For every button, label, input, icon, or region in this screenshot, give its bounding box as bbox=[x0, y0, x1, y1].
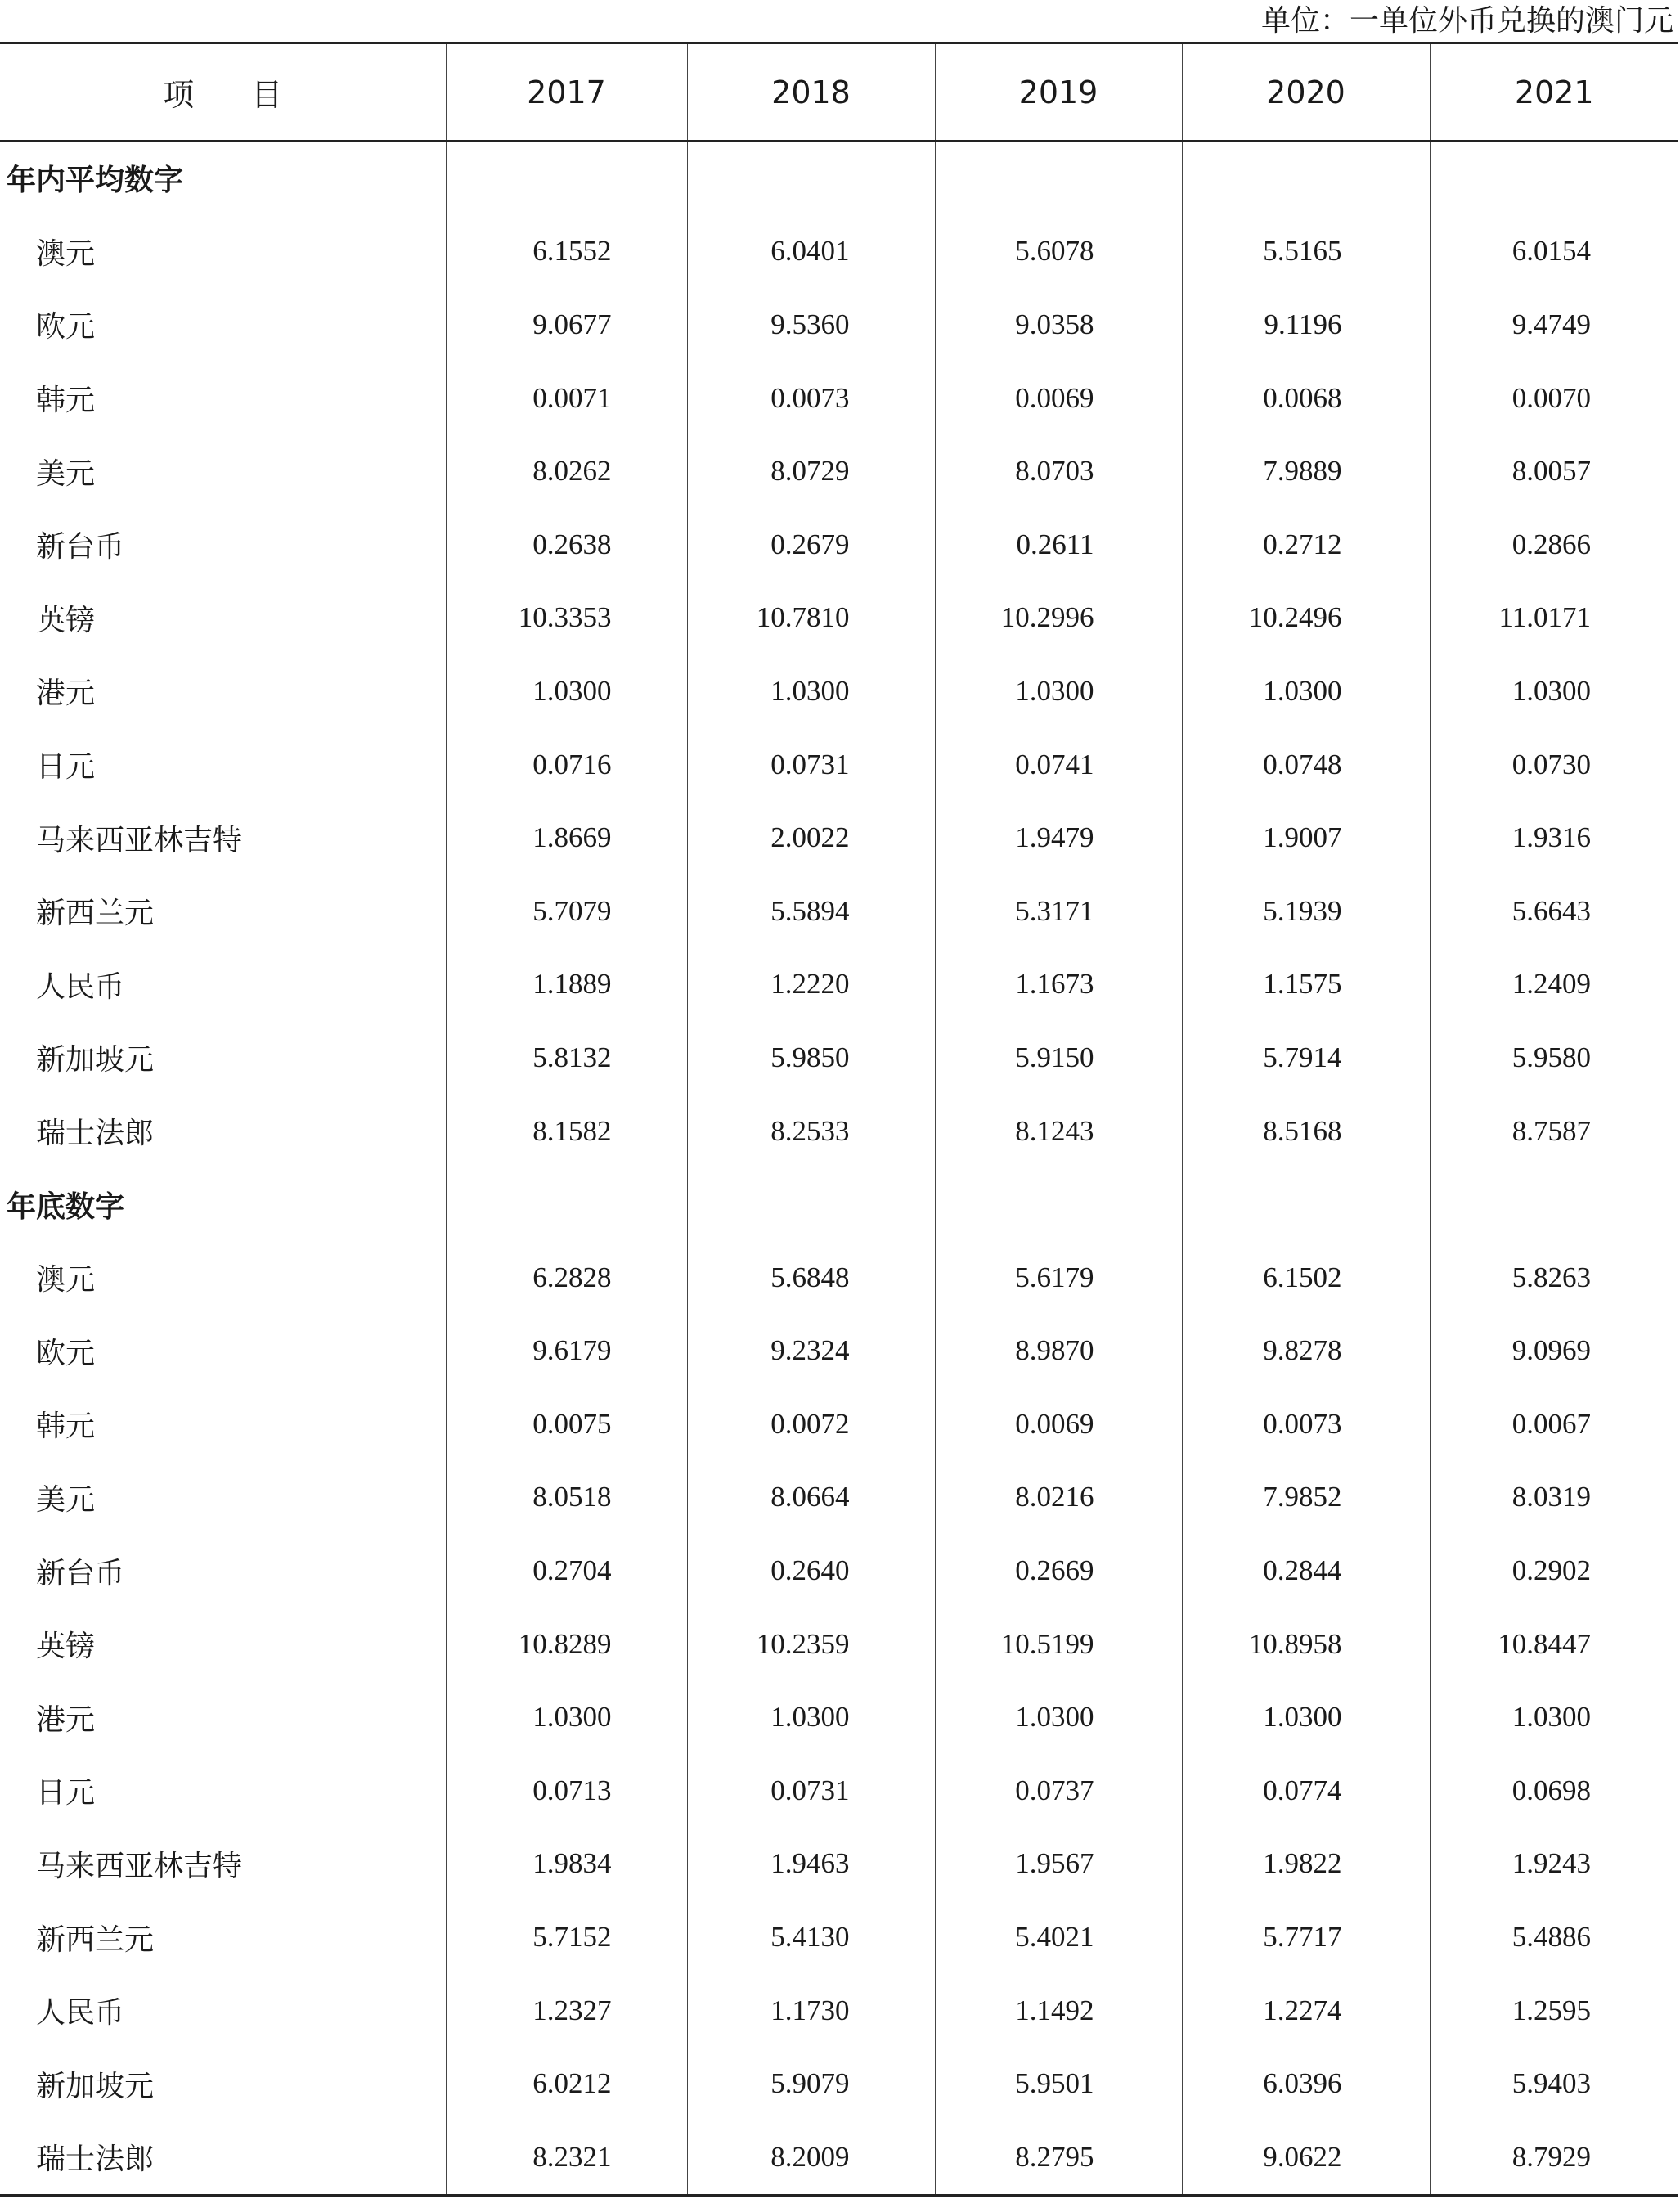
rate-value: 6.1502 bbox=[1182, 1241, 1430, 1315]
rate-value: 0.2669 bbox=[935, 1534, 1182, 1608]
rate-value: 1.0300 bbox=[1182, 654, 1430, 728]
empty-cell bbox=[1430, 1167, 1678, 1241]
rate-value: 1.2327 bbox=[446, 1974, 687, 2048]
rate-value: 5.7152 bbox=[446, 1900, 687, 1974]
column-header-item-right: 目 bbox=[251, 77, 283, 113]
rate-value: 7.9889 bbox=[1182, 434, 1430, 508]
currency-label: 欧元 bbox=[36, 1336, 96, 1370]
table-row bbox=[0, 1461, 1678, 1535]
rate-value: 0.0073 bbox=[1182, 1387, 1430, 1461]
rate-value: 9.1196 bbox=[1182, 288, 1430, 362]
rate-value: 0.0069 bbox=[935, 1387, 1182, 1461]
rate-value: 1.9822 bbox=[1182, 1828, 1430, 1901]
rate-value: 10.2996 bbox=[935, 582, 1182, 655]
rate-value: 1.1575 bbox=[1182, 948, 1430, 1022]
rate-value: 0.0737 bbox=[935, 1754, 1182, 1828]
rate-value: 10.2496 bbox=[1182, 582, 1430, 655]
currency-label: 瑞士法郎 bbox=[36, 2143, 155, 2177]
rate-value: 1.9567 bbox=[935, 1828, 1182, 1901]
rate-value: 5.9403 bbox=[1430, 2047, 1678, 2120]
rate-value: 5.3171 bbox=[935, 875, 1182, 948]
rate-value: 5.1939 bbox=[1182, 875, 1430, 948]
currency-label: 新加坡元 bbox=[36, 2069, 155, 2103]
rate-value: 0.2640 bbox=[687, 1534, 935, 1608]
rate-value: 2.0022 bbox=[687, 801, 935, 875]
section-row bbox=[0, 141, 1678, 215]
unit-note: 单位：一单位外币兑换的澳门元 bbox=[1260, 4, 1673, 38]
currency-label: 马来西亚林吉特 bbox=[36, 1849, 243, 1883]
rate-value: 1.9479 bbox=[935, 801, 1182, 875]
rate-value: 0.2611 bbox=[935, 508, 1182, 582]
currency-label: 港元 bbox=[36, 1702, 96, 1737]
rate-value: 8.0319 bbox=[1430, 1461, 1678, 1535]
rate-value: 5.9580 bbox=[1430, 1021, 1678, 1095]
rate-value: 0.0070 bbox=[1430, 362, 1678, 435]
table-row bbox=[0, 1754, 1678, 1828]
empty-cell bbox=[935, 141, 1182, 215]
rate-value: 0.0713 bbox=[446, 1754, 687, 1828]
section-row bbox=[0, 1167, 1678, 1241]
rate-value: 5.9850 bbox=[687, 1021, 935, 1095]
rate-value: 5.9150 bbox=[935, 1021, 1182, 1095]
rate-value: 1.0300 bbox=[1182, 1680, 1430, 1754]
rate-value: 5.4130 bbox=[687, 1900, 935, 1974]
header-row bbox=[0, 43, 1678, 142]
rate-value: 5.6078 bbox=[935, 215, 1182, 289]
table-row bbox=[0, 1534, 1678, 1608]
rate-value: 10.5199 bbox=[935, 1608, 1182, 1681]
column-header-year: 2018 bbox=[687, 43, 935, 142]
rate-value: 5.9079 bbox=[687, 2047, 935, 2120]
rate-value: 0.2866 bbox=[1430, 508, 1678, 582]
empty-cell bbox=[687, 141, 935, 215]
rate-value: 0.2712 bbox=[1182, 508, 1430, 582]
currency-label: 欧元 bbox=[36, 310, 96, 344]
rate-value: 0.0072 bbox=[687, 1387, 935, 1461]
rate-value: 1.9243 bbox=[1430, 1828, 1678, 1901]
currency-label: 新加坡元 bbox=[36, 1043, 155, 1077]
currency-label: 日元 bbox=[36, 750, 96, 785]
rate-value: 0.0073 bbox=[687, 362, 935, 435]
rate-value: 5.4886 bbox=[1430, 1900, 1678, 1974]
table-row bbox=[0, 1241, 1678, 1315]
table-row bbox=[0, 875, 1678, 948]
rate-value: 8.7587 bbox=[1430, 1095, 1678, 1168]
table-row bbox=[0, 948, 1678, 1022]
currency-label: 韩元 bbox=[36, 384, 96, 418]
rate-value: 9.4749 bbox=[1430, 288, 1678, 362]
rate-value: 1.1889 bbox=[446, 948, 687, 1022]
column-header-year: 2017 bbox=[446, 43, 687, 142]
rate-value: 5.6179 bbox=[935, 1241, 1182, 1315]
currency-label: 港元 bbox=[36, 677, 96, 711]
rate-value: 11.0171 bbox=[1430, 582, 1678, 655]
rate-value: 8.2009 bbox=[687, 2120, 935, 2195]
table-row bbox=[0, 508, 1678, 582]
empty-cell bbox=[1182, 141, 1430, 215]
empty-cell bbox=[446, 1167, 687, 1241]
rate-value: 0.2638 bbox=[446, 508, 687, 582]
empty-cell bbox=[446, 141, 687, 215]
rate-value: 0.0731 bbox=[687, 1754, 935, 1828]
rate-value: 0.0071 bbox=[446, 362, 687, 435]
rate-value: 10.8289 bbox=[446, 1608, 687, 1681]
currency-label: 澳元 bbox=[36, 236, 96, 271]
rate-value: 6.0154 bbox=[1430, 215, 1678, 289]
table-row bbox=[0, 1315, 1678, 1388]
rate-value: 9.5360 bbox=[687, 288, 935, 362]
rate-value: 0.2679 bbox=[687, 508, 935, 582]
rate-value: 8.0518 bbox=[446, 1461, 687, 1535]
rate-value: 8.2795 bbox=[935, 2120, 1182, 2195]
rate-value: 6.0212 bbox=[446, 2047, 687, 2120]
rate-value: 1.0300 bbox=[1430, 654, 1678, 728]
rate-value: 0.0731 bbox=[687, 728, 935, 802]
rate-value: 8.7929 bbox=[1430, 2120, 1678, 2195]
rate-value: 9.2324 bbox=[687, 1315, 935, 1388]
table-row bbox=[0, 215, 1678, 289]
column-header-year: 2021 bbox=[1430, 43, 1678, 142]
rate-value: 1.0300 bbox=[935, 1680, 1182, 1754]
rate-value: 6.1552 bbox=[446, 215, 687, 289]
table-row bbox=[0, 582, 1678, 655]
rate-value: 1.2220 bbox=[687, 948, 935, 1022]
currency-label: 英镑 bbox=[36, 603, 96, 637]
column-header-item bbox=[0, 43, 446, 142]
rate-value: 0.0774 bbox=[1182, 1754, 1430, 1828]
rate-value: 1.0300 bbox=[935, 654, 1182, 728]
rate-value: 5.5894 bbox=[687, 875, 935, 948]
currency-label: 韩元 bbox=[36, 1410, 96, 1444]
currency-label: 马来西亚林吉特 bbox=[36, 823, 243, 857]
table-row bbox=[0, 288, 1678, 362]
rate-value: 0.0698 bbox=[1430, 1754, 1678, 1828]
rate-value: 1.0300 bbox=[446, 654, 687, 728]
rate-value: 5.9501 bbox=[935, 2047, 1182, 2120]
currency-label: 瑞士法郎 bbox=[36, 1117, 155, 1151]
rate-value: 6.2828 bbox=[446, 1241, 687, 1315]
rate-value: 8.1243 bbox=[935, 1095, 1182, 1168]
column-header-year: 2019 bbox=[935, 43, 1182, 142]
table-row bbox=[0, 1608, 1678, 1681]
rate-value: 1.0300 bbox=[687, 1680, 935, 1754]
rate-value: 5.7079 bbox=[446, 875, 687, 948]
rate-value: 10.8447 bbox=[1430, 1608, 1678, 1681]
rate-value: 5.6848 bbox=[687, 1241, 935, 1315]
rate-value: 1.1492 bbox=[935, 1974, 1182, 2048]
currency-label: 新西兰元 bbox=[36, 897, 155, 931]
rate-value: 8.0729 bbox=[687, 434, 935, 508]
table-row bbox=[0, 801, 1678, 875]
rate-value: 0.0748 bbox=[1182, 728, 1430, 802]
rate-value: 8.0057 bbox=[1430, 434, 1678, 508]
rate-value: 1.1673 bbox=[935, 948, 1182, 1022]
rate-value: 1.0300 bbox=[1430, 1680, 1678, 1754]
rate-value: 9.6179 bbox=[446, 1315, 687, 1388]
rate-value: 0.0716 bbox=[446, 728, 687, 802]
rate-value: 1.9007 bbox=[1182, 801, 1430, 875]
currency-label: 新台币 bbox=[36, 530, 125, 564]
rate-value: 5.7914 bbox=[1182, 1021, 1430, 1095]
rate-value: 0.0741 bbox=[935, 728, 1182, 802]
rate-value: 1.9834 bbox=[446, 1828, 687, 1901]
currency-label: 英镑 bbox=[36, 1630, 96, 1664]
rate-value: 1.0300 bbox=[446, 1680, 687, 1754]
rate-value: 1.0300 bbox=[687, 654, 935, 728]
rate-value: 1.2595 bbox=[1430, 1974, 1678, 2048]
empty-cell bbox=[1182, 1167, 1430, 1241]
rate-value: 5.8263 bbox=[1430, 1241, 1678, 1315]
rate-value: 8.1582 bbox=[446, 1095, 687, 1168]
empty-cell bbox=[1430, 141, 1678, 215]
rate-value: 1.2274 bbox=[1182, 1974, 1430, 2048]
rate-value: 0.2844 bbox=[1182, 1534, 1430, 1608]
table-row bbox=[0, 2047, 1678, 2120]
table-row bbox=[0, 1680, 1678, 1754]
rate-value: 6.0396 bbox=[1182, 2047, 1430, 2120]
rate-value: 0.2902 bbox=[1430, 1534, 1678, 1608]
currency-label: 日元 bbox=[36, 1776, 96, 1810]
rate-value: 8.2533 bbox=[687, 1095, 935, 1168]
currency-label: 新台币 bbox=[36, 1556, 125, 1590]
rate-value: 8.0216 bbox=[935, 1461, 1182, 1535]
rate-value: 10.3353 bbox=[446, 582, 687, 655]
rate-value: 6.0401 bbox=[687, 215, 935, 289]
rate-value: 0.0069 bbox=[935, 362, 1182, 435]
currency-label: 美元 bbox=[36, 456, 96, 491]
rate-value: 10.8958 bbox=[1182, 1608, 1430, 1681]
table-row bbox=[0, 2120, 1678, 2195]
currency-label: 澳元 bbox=[36, 1263, 96, 1297]
rate-value: 1.9463 bbox=[687, 1828, 935, 1901]
rate-value: 5.5165 bbox=[1182, 215, 1430, 289]
rate-value: 9.0969 bbox=[1430, 1315, 1678, 1388]
rate-value: 8.0703 bbox=[935, 434, 1182, 508]
rate-value: 10.7810 bbox=[687, 582, 935, 655]
rate-value: 8.0664 bbox=[687, 1461, 935, 1535]
rate-value: 1.9316 bbox=[1430, 801, 1678, 875]
empty-cell bbox=[687, 1167, 935, 1241]
empty-cell bbox=[935, 1167, 1182, 1241]
rate-value: 8.5168 bbox=[1182, 1095, 1430, 1168]
table-row bbox=[0, 1021, 1678, 1095]
rate-value: 8.9870 bbox=[935, 1315, 1182, 1388]
rate-value: 5.8132 bbox=[446, 1021, 687, 1095]
table-row bbox=[0, 1387, 1678, 1461]
currency-label: 美元 bbox=[36, 1482, 96, 1517]
rate-value: 1.8669 bbox=[446, 801, 687, 875]
rate-value: 0.0067 bbox=[1430, 1387, 1678, 1461]
rate-value: 9.0677 bbox=[446, 288, 687, 362]
rate-value: 9.0622 bbox=[1182, 2120, 1430, 2195]
rate-value: 0.0730 bbox=[1430, 728, 1678, 802]
rate-value: 0.0068 bbox=[1182, 362, 1430, 435]
column-header-item-left: 项 bbox=[163, 77, 195, 113]
rate-value: 5.7717 bbox=[1182, 1900, 1430, 1974]
table-row bbox=[0, 1974, 1678, 2048]
rate-value: 7.9852 bbox=[1182, 1461, 1430, 1535]
rate-value: 9.8278 bbox=[1182, 1315, 1430, 1388]
rate-value: 8.0262 bbox=[446, 434, 687, 508]
section-title: 年内平均数字 bbox=[7, 163, 184, 198]
currency-label: 新西兰元 bbox=[36, 1922, 155, 1957]
table-row bbox=[0, 434, 1678, 508]
rate-value: 0.0075 bbox=[446, 1387, 687, 1461]
table-row bbox=[0, 728, 1678, 802]
table-row bbox=[0, 1095, 1678, 1168]
section-title: 年底数字 bbox=[7, 1189, 125, 1224]
rate-value: 0.2704 bbox=[446, 1534, 687, 1608]
rate-value: 1.1730 bbox=[687, 1974, 935, 2048]
exchange-rate-table bbox=[0, 42, 1678, 2197]
rate-value: 5.4021 bbox=[935, 1900, 1182, 1974]
rate-value: 1.2409 bbox=[1430, 948, 1678, 1022]
currency-label: 人民币 bbox=[36, 969, 125, 1004]
table-row bbox=[0, 654, 1678, 728]
rate-value: 5.6643 bbox=[1430, 875, 1678, 948]
rate-value: 10.2359 bbox=[687, 1608, 935, 1681]
column-header-year: 2020 bbox=[1182, 43, 1430, 142]
rate-value: 9.0358 bbox=[935, 288, 1182, 362]
table-row bbox=[0, 1828, 1678, 1901]
table-body bbox=[0, 141, 1678, 2195]
table-row bbox=[0, 362, 1678, 435]
currency-label: 人民币 bbox=[36, 1996, 125, 2030]
rate-value: 8.2321 bbox=[446, 2120, 687, 2195]
table-row bbox=[0, 1900, 1678, 1974]
